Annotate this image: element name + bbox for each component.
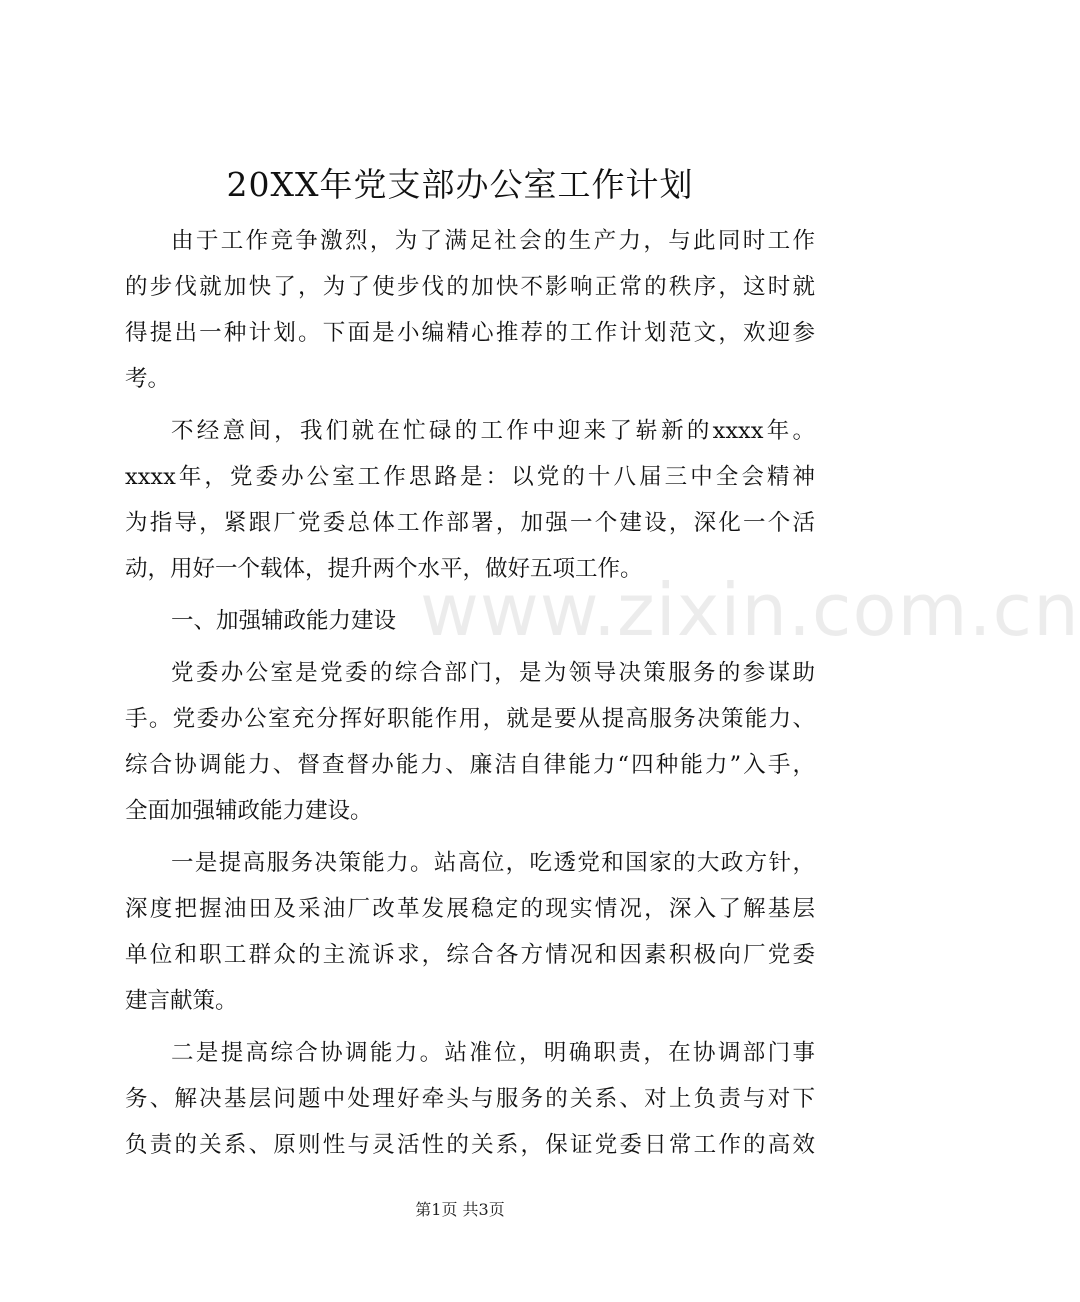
text-line: 建言献策。: [125, 988, 238, 1014]
page-footer: 第1页 共3页: [415, 1200, 505, 1219]
text-line: 务、解决基层问题中处理好牵头与服务的关系、对上负责与对下: [125, 1086, 815, 1112]
text-line: 得提出一种计划。下面是小编精心推荐的工作计划范文，欢迎参: [125, 320, 815, 346]
text-line: 动，用好一个载体，提升两个水平，做好五项工作。: [125, 556, 643, 582]
section-heading: [125, 598, 815, 644]
text-line: 手。党委办公室充分挥好职能作用，就是要从提高服务决策能力、: [125, 706, 815, 732]
text-line: 全面加强辅政能力建设。: [125, 798, 373, 824]
text-line: 负责的关系、原则性与灵活性的关系，保证党委日常工作的高效: [125, 1132, 815, 1158]
text-line: 一是提高服务决策能力。站高位，吃透党和国家的大政方针，: [171, 850, 815, 876]
text-line: 二是提高综合协调能力。站准位，明确职责，在协调部门事: [171, 1040, 815, 1066]
text-line: 单位和职工群众的主流诉求，综合各方情况和因素积极向厂党委: [125, 942, 815, 968]
intro-paragraph: [125, 218, 815, 402]
overview-paragraph: [125, 408, 815, 592]
document-title: 20XX年党支部办公室工作计划: [226, 165, 694, 204]
text-line: 为指导，紧跟厂党委总体工作部署，加强一个建设，深化一个活: [125, 510, 815, 536]
text-line: 由于工作竞争激烈，为了满足社会的生产力，与此同时工作: [171, 228, 815, 254]
text-line: 综合协调能力、督查督办能力、廉洁自律能力“四种能力”入手，: [125, 752, 815, 778]
text-line: 考。: [125, 366, 171, 392]
document-body: [125, 218, 815, 1168]
text-line: xxxx年，党委办公室工作思路是：以党的十八届三中全会精神: [125, 464, 815, 490]
section-paragraph: [125, 650, 815, 834]
text-line: 的步伐就加快了，为了使步伐的加快不影响正常的秩序，这时就: [125, 274, 815, 300]
text-line: 党委办公室是党委的综合部门，是为领导决策服务的参谋助: [171, 660, 815, 686]
item-two-paragraph: [125, 1030, 815, 1168]
text-line: 深度把握油田及采油厂改革发展稳定的现实情况，深入了解基层: [125, 896, 815, 922]
section-heading-text: 一、加强辅政能力建设: [171, 608, 397, 634]
watermark: www.zixin.com.cn: [420, 568, 1080, 652]
item-one-paragraph: [125, 840, 815, 1024]
text-line: 不经意间，我们就在忙碌的工作中迎来了崭新的xxxx年。: [171, 418, 815, 444]
